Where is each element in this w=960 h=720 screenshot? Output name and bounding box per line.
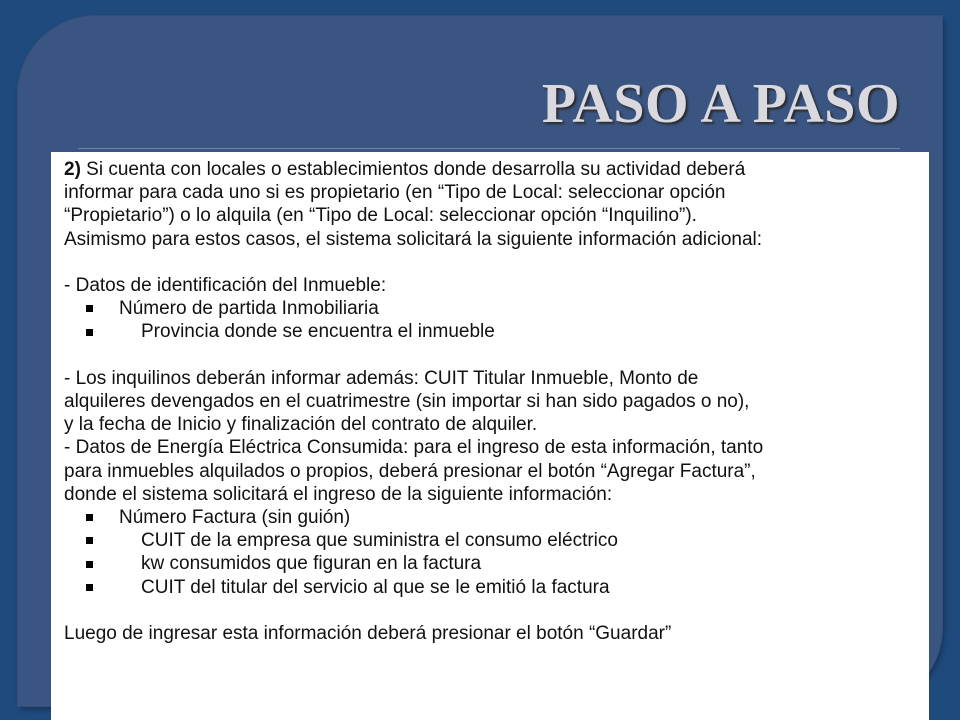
spacer [64, 599, 929, 622]
energy-line-3: donde el sistema solicitará el ingreso de la siguiente información: [64, 483, 613, 505]
document-image [51, 152, 929, 720]
closing-line: Luego de ingresar esta información deberá presionar el botón “Guardar” [64, 623, 672, 645]
list-item-text: CUIT de la empresa que suministra el consumo eléctrico [141, 530, 618, 552]
list-item-text: Provincia donde se encuentra el inmueble [141, 321, 495, 343]
square-bullet-icon [86, 537, 93, 544]
list-item [64, 320, 929, 343]
ident-heading: - Datos de identificación del Inmueble: [64, 275, 387, 296]
tenants-line-2: alquileres devengados en el cuatrimestre (sin importar si han sido pagados o no), [64, 391, 750, 412]
list-item [64, 297, 929, 320]
step-number: 2) [64, 159, 81, 180]
list-item [64, 506, 929, 529]
list-item [64, 552, 929, 575]
energy-line-2: para inmuebles alquilados o propios, deberá presionar el botón “Agregar Factura”, [64, 460, 756, 482]
list-item [64, 576, 929, 599]
tenants-line-3: y la fecha de Inicio y finalización del contrato de alquiler. [64, 414, 538, 436]
para1-line-2: informar para cada uno si es propietario (en “Tipo de Local: seleccionar opción [64, 182, 726, 204]
para1-line-1-text: Si cuenta con locales o establecimientos donde desarrolla su actividad deberá [80, 159, 746, 180]
list-item [64, 529, 929, 552]
spacer [64, 251, 929, 274]
square-bullet-icon [86, 329, 93, 336]
square-bullet-icon [86, 514, 93, 521]
list-item-text: CUIT del titular del servicio al que se le emitió la factura [141, 576, 610, 598]
square-bullet-icon [86, 305, 93, 312]
square-bullet-icon [86, 584, 93, 591]
para1-line-4: Asimismo para estos casos, el sistema solicitará la siguiente información adicional: [64, 228, 763, 250]
para1-line-1 [64, 158, 929, 181]
title-divider [78, 148, 900, 149]
tenants-line-1: - Los inquilinos deberán informar además: CUIT Titular Inmueble, Monto de [64, 367, 699, 389]
list-item-text: kw consumidos que figuran en la factura [141, 553, 482, 575]
list-item-text: Número de partida Inmobiliaria [119, 298, 379, 320]
slide-title: PASO A PASO [541, 73, 900, 135]
para1-line-3: “Propietario”) o lo alquila (en “Tipo de Local: seleccionar opción “Inquilino”). [64, 205, 697, 227]
square-bullet-icon [86, 561, 93, 568]
spacer [64, 344, 929, 367]
list-item-text: Número Factura (sin guión) [119, 507, 351, 529]
energy-line-1: - Datos de Energía Eléctrica Consumida: para el ingreso de esta información, tanto [64, 437, 764, 459]
